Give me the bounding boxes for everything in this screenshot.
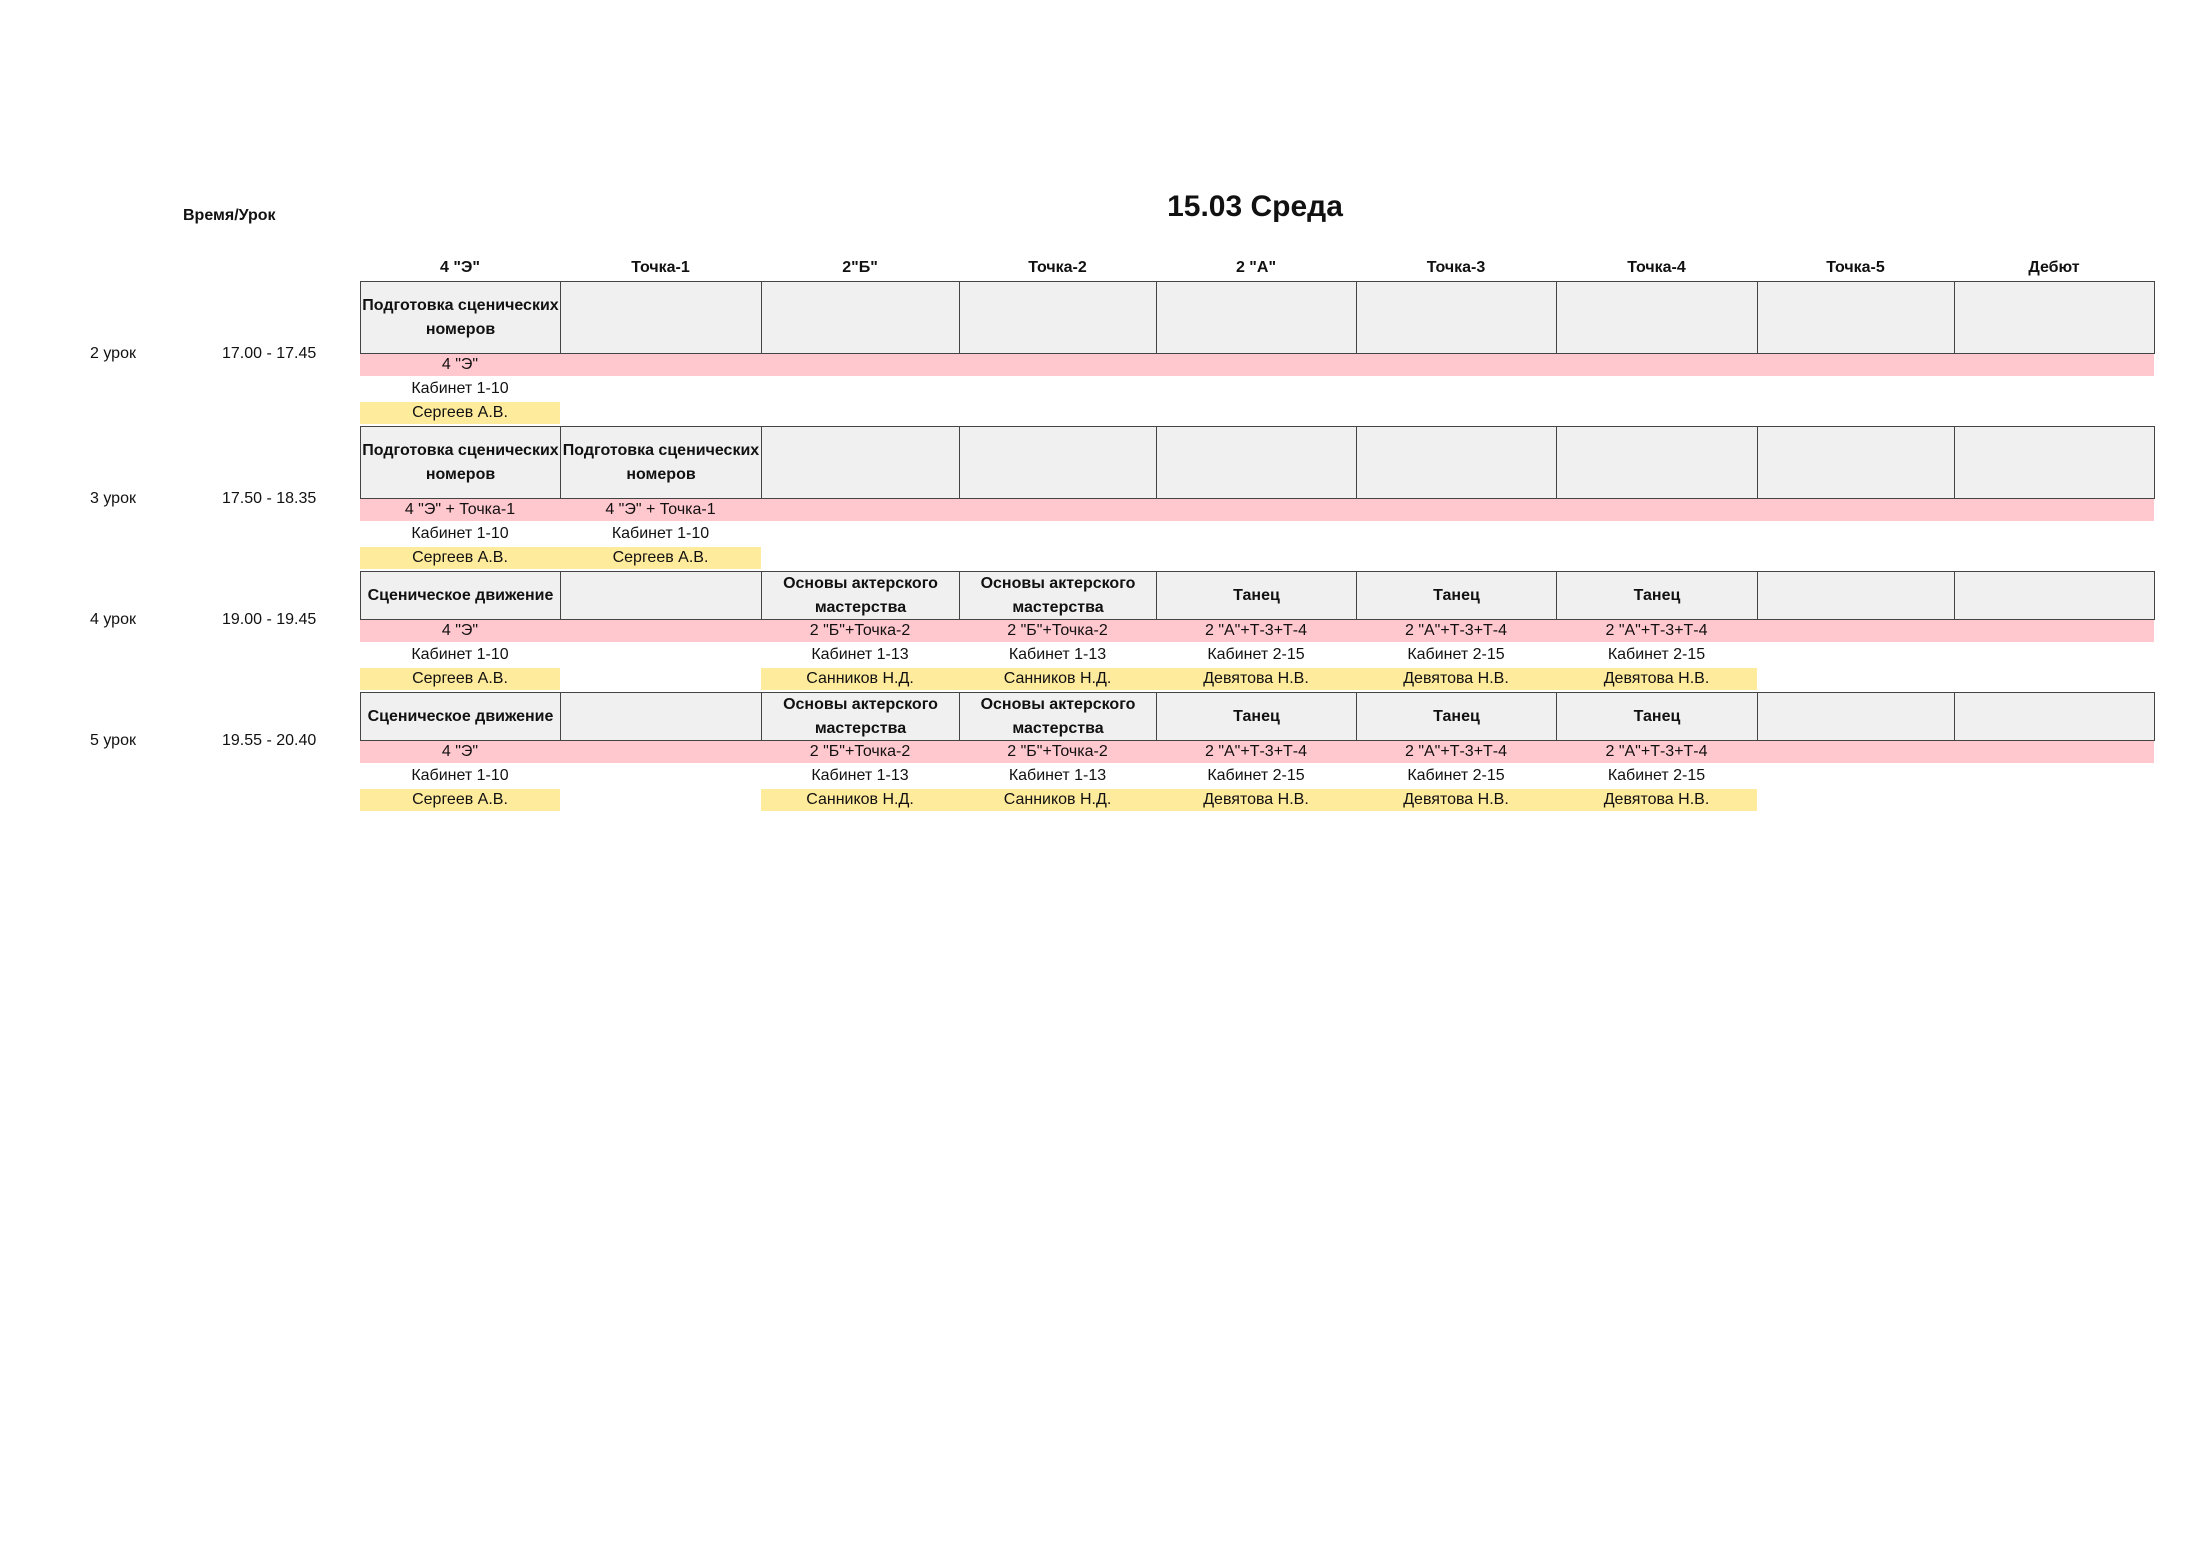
subject-name: Танец [1233, 707, 1280, 725]
room-label: Кабинет 2-15 [1207, 767, 1305, 784]
room-label [1356, 523, 1556, 545]
group-label [959, 354, 1156, 376]
room-label: Кабинет 2-15 [1407, 767, 1505, 784]
room-label: Кабинет 1-10 [411, 767, 509, 784]
teacher-label [560, 789, 761, 811]
room-label: Кабинет 1-10 [611, 525, 710, 542]
teacher-label: Девятова Н.В. [1156, 668, 1356, 690]
room-label [1954, 644, 2154, 666]
subject-name: Танец [1633, 707, 1681, 725]
teacher-label: Девятова Н.В. [1556, 789, 1757, 811]
room-label: Кабинет 1-13 [811, 646, 909, 663]
room-label [761, 378, 959, 400]
subject-name: Танец [1433, 586, 1480, 604]
group-label: 2 "А"+Т-3+Т-4 [1204, 622, 1308, 639]
group-label: 4 "Э" [441, 743, 479, 760]
column-header: Дебют [2028, 259, 2080, 276]
subject-cell[interactable] [1757, 281, 1955, 354]
group-label [761, 499, 959, 521]
subject-cell[interactable] [560, 281, 762, 354]
subject-cell[interactable] [959, 426, 1157, 499]
group-label: 4 "Э" + Точка-1 [404, 501, 516, 518]
teacher-label [560, 668, 761, 690]
subject-name: Сценическое движение [367, 707, 554, 725]
subject-cell[interactable] [1556, 426, 1758, 499]
teacher-label: Санников Н.Д. [761, 789, 959, 811]
subject-cell[interactable] [1954, 281, 2155, 354]
subject-cell[interactable] [761, 426, 960, 499]
teacher-label [761, 547, 959, 569]
group-label [1757, 741, 1954, 763]
teacher-label [1556, 547, 1757, 569]
subject-cell[interactable] [1556, 281, 1758, 354]
column-header: Точка-3 [1426, 259, 1486, 276]
room-label [560, 644, 761, 666]
teacher-label: Сергеев А.В. [560, 547, 761, 569]
subject-name: Танец [1633, 586, 1681, 604]
room-label [560, 378, 761, 400]
group-label [1556, 354, 1757, 376]
subject-name: Подготовка сценических номеров [362, 441, 559, 483]
subject-cell[interactable] [959, 281, 1157, 354]
group-label: 2 "А"+Т-3+Т-4 [1404, 622, 1508, 639]
subject-cell[interactable] [1757, 426, 1955, 499]
room-label [1556, 523, 1757, 545]
room-label [1757, 523, 1954, 545]
room-label: Кабинет 1-13 [1008, 767, 1107, 784]
room-label: Кабинет 2-15 [1607, 767, 1706, 784]
subject-cell[interactable] [1356, 692, 1557, 741]
column-header: 2 "А" [1235, 259, 1277, 276]
teacher-label: Девятова Н.В. [1356, 789, 1556, 811]
group-label: 2 "Б"+Точка-2 [809, 743, 911, 760]
lesson-time: 17.00 - 17.45 [222, 345, 317, 362]
room-label [1954, 765, 2154, 787]
room-label [1954, 378, 2154, 400]
subject-cell[interactable] [1156, 426, 1357, 499]
page-title: 15.03 Среда [1167, 190, 1343, 223]
subject-cell[interactable] [1556, 571, 1758, 620]
subject-name: Подготовка сценических номеров [562, 441, 760, 483]
subject-cell[interactable] [959, 692, 1157, 741]
group-label: 2 "А"+Т-3+Т-4 [1204, 743, 1308, 760]
time-lesson-label: Время/Урок [183, 207, 276, 224]
group-label [1356, 499, 1556, 521]
room-label [1356, 378, 1556, 400]
group-label [1156, 354, 1356, 376]
teacher-label [1156, 547, 1356, 569]
teacher-label [1954, 668, 2154, 690]
room-label [761, 523, 959, 545]
group-label [761, 354, 959, 376]
teacher-label [1954, 789, 2154, 811]
subject-name: Танец [1233, 586, 1280, 604]
room-label: Кабинет 2-15 [1607, 646, 1706, 663]
teacher-label [1356, 402, 1556, 424]
lesson-time: 17.50 - 18.35 [222, 490, 317, 507]
group-label [1954, 741, 2154, 763]
lesson-number: 3 урок [90, 490, 136, 507]
group-label: 2 "Б"+Точка-2 [809, 622, 911, 639]
teacher-label [959, 402, 1156, 424]
room-label: Кабинет 1-13 [1008, 646, 1107, 663]
teacher-label: Сергеев А.В. [360, 547, 560, 569]
column-header: Точка-1 [631, 259, 690, 276]
teacher-label: Сергеев А.В. [360, 789, 560, 811]
column-header: Точка-4 [1627, 259, 1686, 276]
teacher-label [761, 402, 959, 424]
subject-cell[interactable] [1757, 571, 1955, 620]
subject-cell[interactable] [1156, 281, 1357, 354]
group-label [560, 741, 761, 763]
subject-cell[interactable] [761, 692, 960, 741]
subject-cell[interactable] [1954, 426, 2155, 499]
group-label: 4 "Э" [441, 356, 479, 373]
group-label [1954, 620, 2154, 642]
lesson-number: 4 урок [90, 611, 136, 628]
room-label [959, 378, 1156, 400]
group-label [1954, 499, 2154, 521]
teacher-label: Санников Н.Д. [761, 668, 959, 690]
subject-cell[interactable] [560, 571, 762, 620]
group-label: 2 "Б"+Точка-2 [1007, 622, 1108, 639]
room-label: Кабинет 1-10 [411, 646, 509, 663]
teacher-label [560, 402, 761, 424]
group-label: 2 "Б"+Точка-2 [1007, 743, 1108, 760]
subject-cell[interactable] [1356, 571, 1557, 620]
subject-cell[interactable] [360, 571, 561, 620]
teacher-label: Сергеев А.В. [360, 402, 560, 424]
teacher-label: Девятова Н.В. [1356, 668, 1556, 690]
group-label [1757, 354, 1954, 376]
lesson-number: 5 урок [90, 732, 136, 749]
group-label [1757, 620, 1954, 642]
subject-cell[interactable] [1954, 692, 2155, 741]
group-label: 2 "А"+Т-3+Т-4 [1605, 743, 1708, 760]
subject-name: Танец [1433, 707, 1480, 725]
teacher-label [1757, 547, 1954, 569]
group-label [1954, 354, 2154, 376]
subject-cell[interactable] [1356, 281, 1557, 354]
subject-cell[interactable] [1156, 571, 1357, 620]
teacher-label [1954, 402, 2154, 424]
column-header: 2"Б" [842, 259, 878, 276]
teacher-label [959, 547, 1156, 569]
group-label [959, 499, 1156, 521]
group-label [1556, 499, 1757, 521]
teacher-label [1156, 402, 1356, 424]
subject-cell[interactable] [1954, 571, 2155, 620]
subject-name: Основы актерского мастерства [783, 574, 938, 616]
subject-name: Подготовка сценических номеров [362, 296, 559, 338]
subject-cell[interactable] [1356, 426, 1557, 499]
subject-cell[interactable] [360, 426, 561, 499]
group-label: 2 "А"+Т-3+Т-4 [1605, 622, 1708, 639]
subject-name: Основы актерского мастерства [980, 574, 1136, 616]
subject-cell[interactable] [360, 692, 561, 741]
subject-name: Сценическое движение [367, 586, 554, 604]
group-label [1356, 354, 1556, 376]
room-label [1156, 523, 1356, 545]
room-label [959, 523, 1156, 545]
subject-cell[interactable] [360, 281, 561, 354]
teacher-label [1556, 402, 1757, 424]
room-label: Кабинет 1-10 [411, 380, 509, 397]
teacher-label [1757, 402, 1954, 424]
subject-name: Основы актерского мастерства [783, 695, 938, 737]
teacher-label [1757, 668, 1954, 690]
teacher-label: Санников Н.Д. [959, 668, 1156, 690]
room-label: Кабинет 1-10 [411, 525, 509, 542]
subject-cell[interactable] [560, 426, 762, 499]
room-label [1757, 765, 1954, 787]
subject-cell[interactable] [761, 571, 960, 620]
subject-cell[interactable] [560, 692, 762, 741]
room-label: Кабинет 2-15 [1207, 646, 1305, 663]
teacher-label [1954, 547, 2154, 569]
subject-cell[interactable] [1556, 692, 1758, 741]
room-label: Кабинет 2-15 [1407, 646, 1505, 663]
column-header: Точка-2 [1028, 259, 1087, 276]
teacher-label: Санников Н.Д. [959, 789, 1156, 811]
group-label: 4 "Э" + Точка-1 [605, 501, 716, 518]
group-label [560, 620, 761, 642]
subject-cell[interactable] [1156, 692, 1357, 741]
lesson-number: 2 урок [90, 345, 136, 362]
group-label [1757, 499, 1954, 521]
lesson-time: 19.55 - 20.40 [222, 732, 317, 749]
room-label [1556, 378, 1757, 400]
teacher-label [1356, 547, 1556, 569]
room-label [1757, 378, 1954, 400]
subject-cell[interactable] [959, 571, 1157, 620]
lesson-time: 19.00 - 19.45 [222, 611, 317, 628]
column-header: 4 "Э" [440, 259, 480, 276]
room-label: Кабинет 1-13 [811, 767, 909, 784]
subject-cell[interactable] [761, 281, 960, 354]
column-header: Точка-5 [1826, 259, 1885, 276]
group-label: 4 "Э" [441, 622, 479, 639]
group-label [560, 354, 761, 376]
teacher-label: Сергеев А.В. [360, 668, 560, 690]
room-label [1156, 378, 1356, 400]
room-label [1954, 523, 2154, 545]
subject-cell[interactable] [1757, 692, 1955, 741]
subject-name: Основы актерского мастерства [980, 695, 1136, 737]
room-label [560, 765, 761, 787]
group-label: 2 "А"+Т-3+Т-4 [1404, 743, 1508, 760]
teacher-label [1757, 789, 1954, 811]
teacher-label: Девятова Н.В. [1556, 668, 1757, 690]
teacher-label: Девятова Н.В. [1156, 789, 1356, 811]
room-label [1757, 644, 1954, 666]
group-label [1156, 499, 1356, 521]
